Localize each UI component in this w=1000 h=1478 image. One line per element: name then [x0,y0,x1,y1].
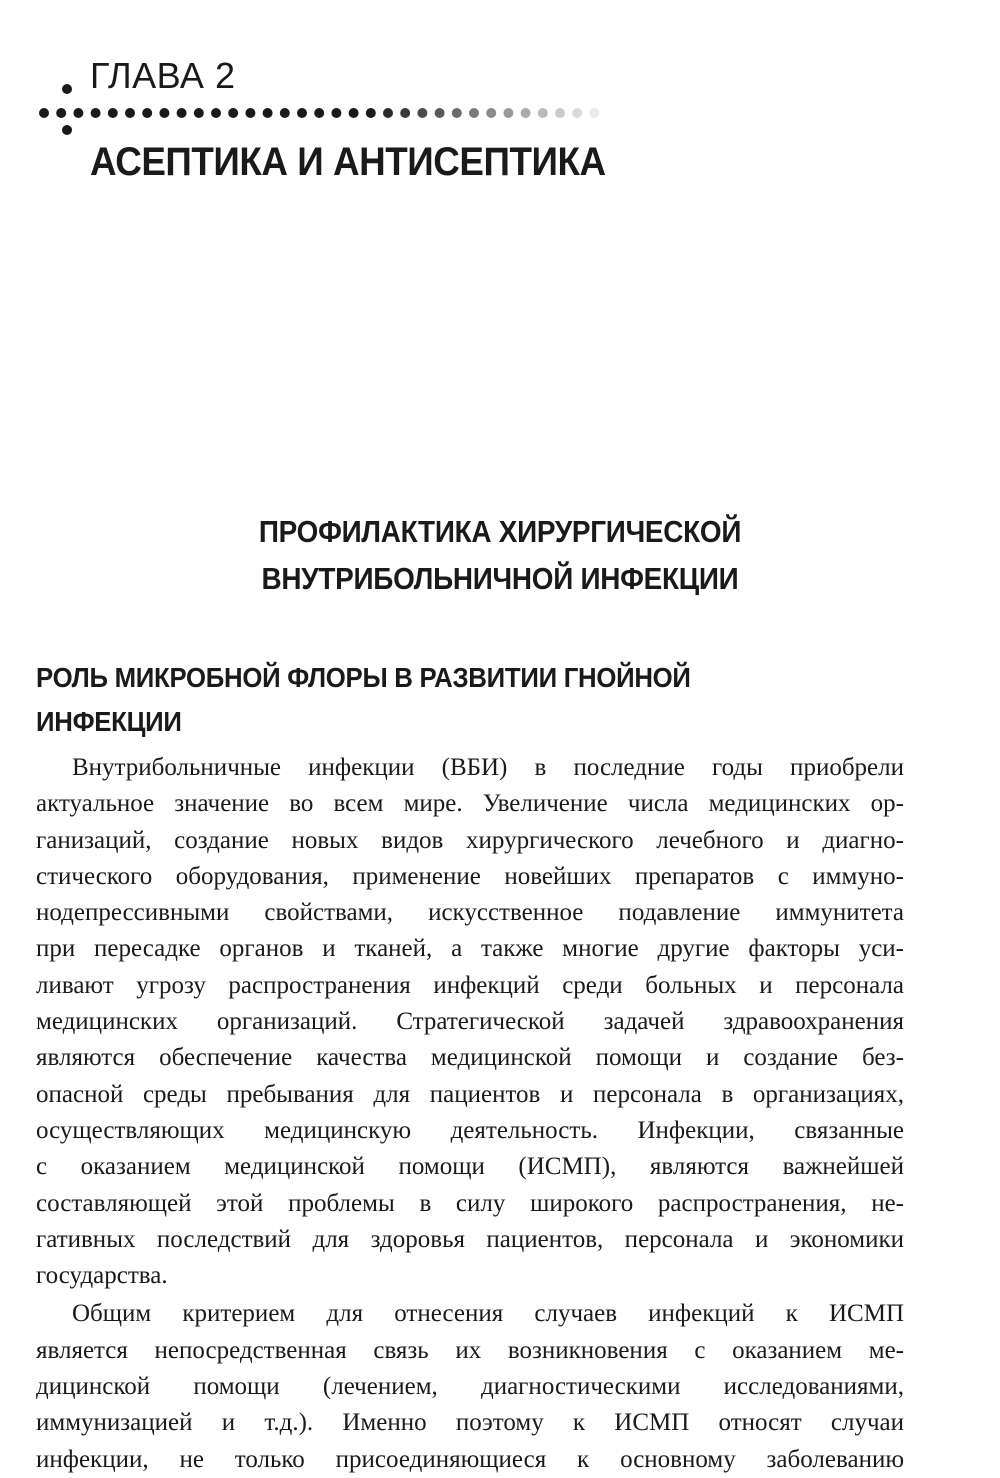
divider-dot [572,108,582,118]
divider-dot [108,108,118,118]
divider-dot [469,108,479,118]
divider-dot [366,108,376,118]
divider-dot [177,108,187,118]
divider-dot [91,108,101,118]
divider-dot [142,108,152,118]
divider-dot [314,108,324,118]
text-line: актуальное значение во всем мире. Увеличение числа медицинских ор- [36,790,904,818]
text-line: является непосредственная связь их возникновения с оказанием ме- [36,1336,904,1364]
divider-dot [589,108,599,118]
text-line: гативных последствий для здоровья пациентов, персонала и экономики [36,1225,904,1253]
subsection-title [36,656,691,744]
text-line: иммунизацией и т.д.). Именно поэтому к ИСМП относят случаи [36,1409,904,1437]
divider-dot [435,108,445,118]
text-line: инфекции, не только присоединяющиеся к основному заболеванию [36,1445,904,1473]
divider-dot [486,108,496,118]
text-line: с оказанием медицинской помощи (ИСМП), являются важнейшей [36,1153,904,1181]
chapter-bullet-dot-bottom [62,125,72,135]
section-title [0,508,1000,602]
chapter-label: ГЛАВА 2 [90,55,236,96]
divider-dot [555,108,565,118]
text-line: дицинской помощи (лечением, диагностическими исследованиями, [36,1373,904,1401]
divider-dot [503,108,513,118]
divider-dot [263,108,273,118]
paragraph-1 [36,750,904,1294]
text-line: при пересадке органов и тканей, а также многие другие факторы уси- [36,935,904,963]
text-line: Общим критерием для отнесения случаев инфекций к ИСМП [72,1300,904,1328]
body-text [36,750,904,1478]
divider-dot [245,108,255,118]
divider-dot [452,108,462,118]
divider-dot [297,108,307,118]
text-line: нодепрессивными свойствами, искусственное подавление иммунитета [36,899,904,927]
divider-dot [331,108,341,118]
subsection-title-line-2: ИНФЕКЦИИ [36,706,182,737]
text-line: Внутрибольничные инфекции (ВБИ) в последние годы приобрели [72,754,904,781]
divider-dot [194,108,204,118]
text-line: медицинских организаций. Стратегической задачей здравоохранения [36,1008,904,1036]
divider-dot [228,108,238,118]
divider-dot [159,108,169,118]
text-line: являются обеспечение качества медицинской помощи и создание без- [36,1044,904,1072]
paragraph-2 [36,1296,904,1477]
section-title-line-1: ПРОФИЛАКТИКА ХИРУРГИЧЕСКОЙ [258,514,742,549]
divider-dot [73,108,83,118]
divider-dot [521,108,531,118]
text-line: составляющей этой проблемы в силу широкого распространения, не- [36,1189,904,1217]
divider-dot [39,108,49,118]
divider-dot [56,108,66,118]
text-line: ливают угрозу распространения инфекций среди больных и персонала [36,971,904,999]
chapter-bullet-dot-top [62,84,72,94]
text-line: стического оборудования, применение новейших препаратов с иммуно- [36,862,904,890]
divider-dot [400,108,410,118]
divider-dot [211,108,221,118]
divider-dot [383,108,393,118]
divider-dot [280,108,290,118]
subsection-title-line-1: РОЛЬ МИКРОБНОЙ ФЛОРЫ В РАЗВИТИИ ГНОЙНОЙ [36,662,691,693]
text-line: осуществляющих медицинскую деятельность. Инфекции, связанные [36,1116,904,1144]
text-line: опасной среды пребывания для пациентов и персонала в организациях, [36,1080,904,1108]
divider-dot [349,108,359,118]
section-title-line-2: ВНУТРИБОЛЬНИЧНОЙ ИНФЕКЦИИ [261,561,739,596]
chapter-dot-divider [38,106,638,120]
text-line: государства. [36,1262,168,1290]
text-line: ганизаций, создание новых видов хирургического лечебного и диагно- [36,826,904,854]
divider-dot [417,108,427,118]
divider-dot [125,108,135,118]
divider-dot [538,108,548,118]
chapter-title: АСЕПТИКА И АНТИСЕПТИКА [90,140,606,184]
